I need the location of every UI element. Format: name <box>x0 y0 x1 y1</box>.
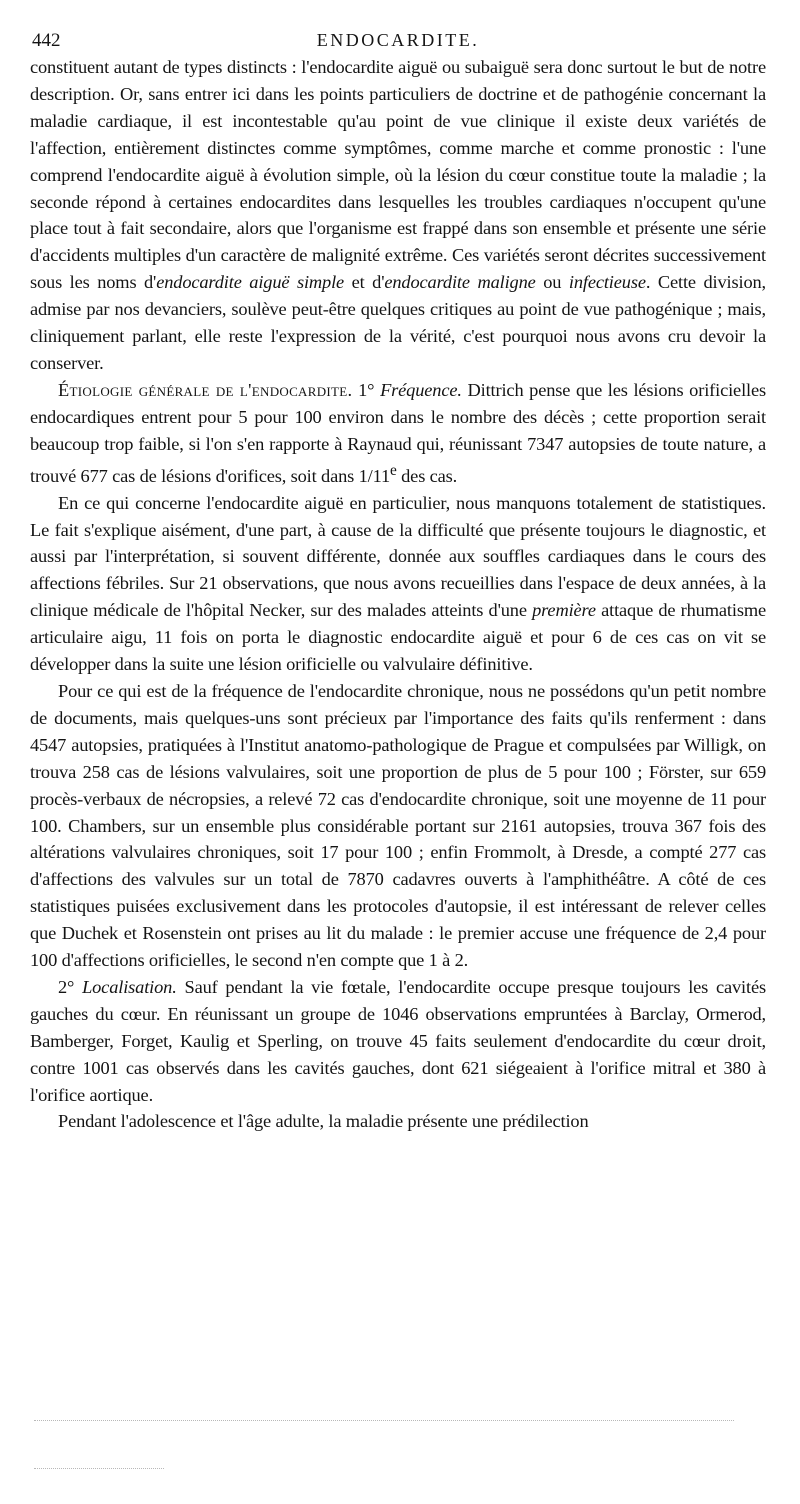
text-run: ou <box>535 272 569 293</box>
paragraph-age: Pendant l'adolescence et l'âge adulte, la maladie présente une prédilection <box>58 1111 589 1132</box>
text-run: Sauf pendant la vie fœtale, l'endocardite occupe presque toujours les cavités gauches du cœur. En réunissant un groupe de 1046 observations empruntées à Barclay, Ormerod, Bamberger, Forget, Kaulig et Sperling, on trouve 45 faits seulement d'endocardite du cœur droit, contre 1001 cas observés dans les cavités gauches, dont 621 siégeaient à l'orifice mitral et 380 à l'orifice aortique. <box>30 976 766 1105</box>
paragraph-continuation <box>30 54 766 377</box>
text-run: constituent autant de types distincts : l'endocardite aiguë ou subaiguë sera donc surtout le but de notre description. Or, sans entrer ici dans les points particuliers de doctrine et de pathogénie concernant la maladie cardiaque, il est incontestable qu'au point de vue clinique il existe deux variétés de l'affection, entièrement distinctes comme symptômes, comme marche et comme pronostic : l'une comprend l'endocardite aiguë à évolution simple, où la lésion du cœur constitue toute la maladie ; la seconde répond à certaines endocardites dans lesquelles les troubles cardiaques n'occupent qu'une place tout à fait secondaire, alors que l'organisme est frappé dans son ensemble et présente une série d'accidents multiples d'un caractère de malignité extrême. Ces variétés seront décrites successivement sous les noms d' <box>30 57 766 293</box>
body-text <box>30 54 766 1135</box>
page-number: 442 <box>32 30 61 51</box>
text-run: En ce qui concerne l'endocardite aiguë en particulier, nous manquons totalement de statistiques. Le fait s'explique aisément, d'une part, à cause de la difficulté que présente toujours le diagnostic, et aussi par l'interprétation, si souvent différente, donnée aux souffles cardiaques dans le cours des affections fébriles. Sur 21 observations, que nous avons recueillies dans l'espace de deux années, à la clinique médicale de l'hôpital Necker, sur des malades atteints d'une <box>30 492 766 621</box>
text-run: et d' <box>344 272 385 293</box>
footer-dotted-rule <box>34 1420 734 1421</box>
text-run: . Cette division, admise par nos devanciers, soulève peut-être quelques critiques au point de vue pathogénique ; mais, cliniquement parlant, elle reste l'expression de la vérité, c'est pourquoi nous avons cru devoir la conserver. <box>30 272 766 373</box>
paragraph-chronic-statistics: Pour ce qui est de la fréquence de l'endocardite chronique, nous ne possédons qu'un petit nombre de documents, mais quelques-uns sont précieux par l'importance des faits qu'ils renferment : dans 4547 autopsies, pratiquées à l'Institut anatomo-pathologique de Prague et compulsées par Willigk, on trouva 258 cas de lésions valvulaires, soit une proportion de plus de 5 pour 100 ; Förster, sur 659 procès-verbaux de nécropsies, a relevé 72 cas d'endocardite chronique, soit une moyenne de 11 pour 100. Chambers, sur un ensemble plus considérable portant sur 2161 autopsies, trouva 367 fois des altérations valvulaires chroniques, soit 17 pour 100 ; enfin Frommolt, à Dresde, a compté 277 cas d'affections des valvules sur un total de 7870 cadavres ouverts à l'amphithéâtre. A côté de ces statistiques puisées exclusivement dans les protocoles d'autopsie, il est intéressant de relever celles que Duchek et Rosenstein ont prises au lit du malade : le premier accuse une fréquence de 2,4 pour 100 d'affections orificielles, le second n'en compte que 1 à 2. <box>30 680 766 971</box>
section-heading: Étiologie générale de l'endocardite. <box>58 379 353 400</box>
italic-term: première <box>532 600 596 621</box>
ordinal-superscript: e <box>390 461 397 479</box>
paragraph-localisation <box>30 974 766 1109</box>
footer-dotted-rule-short <box>34 1468 164 1469</box>
text-run: attaque de rhumatisme articulaire aigu, 11 fois on porta le diagnostic endocardite aiguë et pour 6 de ces cas on vit se développer dans la suite une lésion orificielle ou valvulaire définitive. <box>30 600 766 675</box>
text-run: des cas. <box>396 465 458 486</box>
paragraph-etiology <box>30 377 766 490</box>
subsection-heading: Localisation. <box>82 976 177 997</box>
text-run: 2° <box>58 976 83 997</box>
text-run: 1° <box>352 379 381 400</box>
italic-term: infectieuse <box>568 272 646 293</box>
paragraph-acute-statistics <box>30 490 766 678</box>
italic-term: endocardite maligne <box>384 272 536 293</box>
subsection-heading: Fréquence. <box>380 379 462 400</box>
running-title: ENDOCARDITE. <box>316 30 480 50</box>
text-run: Dittrich pense que les lésions orificielles endocardiques entrent pour 5 pour 100 environ dans le nombre des décès ; cette proportion serait beaucoup trop faible, si l'on s'en rapporte à Raynaud qui, réunissant 7347 autopsies de toute nature, a trouvé 677 cas de lésions d'orifices, soit dans 1/11 <box>30 379 767 486</box>
running-head <box>30 24 766 54</box>
book-page <box>30 24 766 1135</box>
italic-term: endocardite aiguë simple <box>156 272 345 293</box>
